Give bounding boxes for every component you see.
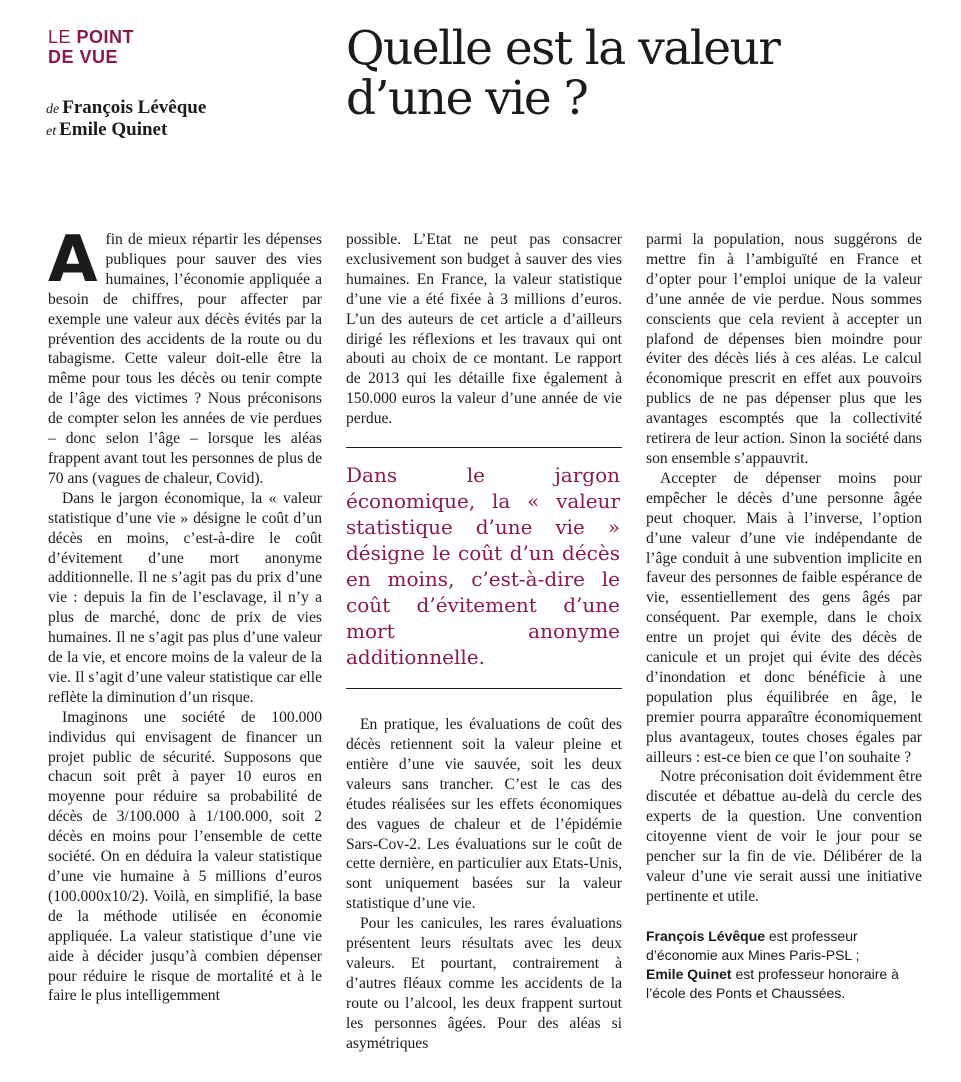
kicker-line-2: DE VUE [48,47,119,67]
paragraph: parmi la population, nous suggérons de mettre fin à l’ambiguïté en France et d’opter pour l’emploi unique de la valeur d’une année de vie perdue. Nous sommes conscients que cela revient à accepter un plafond de dépenses bien moindre pour éviter des décès liés à ces aléas. Le calcul économique prescrit en effet aux pouvoirs publics de ne pas dépenser plus que les avantages escomptés que la collectivité retirera de leur action. Sinon la société dans son ensemble s’appauvrit. [646,231,922,467]
author-1: François Lévêque [62,97,207,118]
headline: Quelle est la valeur d’une vie ? [346,21,780,126]
article-column-2 [346,230,622,1053]
paragraph: Dans le jargon économique, la « valeur statistique d’une vie » désigne le coût d’un décès en moins, c’est-à-dire le coût d’évitement d’une mort anonyme additionnelle. Il ne s’agit pas du prix d’une vie : depuis la fin de l’esclavage, il n’y a plus de marché, donc de prix de vies humaines. Il ne s’agit pas plus d’une valeur de la vie, et encore moins de la valeur de la vie. Il s’agit d’une valeur statistique car elle reflète la diminution d’un risque. [48,489,322,706]
pull-quote: Dans le jargon économique, la « valeur statistique d’une vie » désigne le coût d’un décès en moins, c’est-à-dire le coût d’évitement d’une mort anonyme additionnelle. [346,447,622,689]
paragraph: Notre préconisation doit évidemment être discutée et débattue au-delà du cercle des experts de la question. Une convention citoyenne vient de voir le jour pour se pencher sur la fin de vie. Délibérer de la valeur d’une vie serait aussi une initiative pertinente et utile. [646,768,922,905]
author-bio: François Lévêque est professeur d’économie aux Mines Paris-PSL ; Emile Quinet est professeur honoraire à l’école des Ponts et Chaussées. [646,927,899,1001]
drop-cap: A [48,223,98,297]
paragraph: possible. L’Etat ne peut pas consacrer exclusivement son budget à sauver des vies humaines. En France, la valeur statistique d’une vie a été fixée à 3 millions d’euros. L’un des auteurs de cet article a d’ailleurs dirigé les réflexions et les travaux qui ont abouti au choix de ce montant. Le rapport de 2013 qui les détaille fixe également à 150.000 euros la valeur d’une année de vie perdue. [346,231,622,428]
article-column-1 [48,223,322,1006]
paragraph: Afin de mieux répartir les dépenses publiques pour sauver des vies humaines, l’économie appliquée a besoin de chiffres, pour affecter par exemple une valeur aux décès évités par la prévention des accidents de la route ou du tabagisme. Cette valeur doit-elle être la même pour tous les décès ou tenir compte de l’âge des victimes ? Nous préconisons de compter selon les années de vie perdues – donc selon l’âge – lorsque les aléas frappent avant tout les personnes de plus de 70 ans (vagues de chaleur, Covid). [48,223,322,487]
author-2: Emile Quinet [59,119,168,140]
paragraph: Pour les canicules, les rares évaluations présentent leurs résultats avec les deux valeurs. Et pourtant, contrairement à d’autres fléaux comme les accidents de la route ou l’alcool, les deux frappent surtout les personnes âgées. Pour des aléas si asymétriques [346,915,622,1052]
kicker-line-1: LE POINT [48,27,135,47]
article-column-3 [646,230,922,1003]
paragraph: Imaginons une société de 100.000 individus qui envisagent de financer un projet public de sécurité. Supposons que chacun soit prêt à payer 10 euros en moyenne pour réduire sa probabilité de décès de 3/100.000 à 1/100.000, soit 2 décès en moins pour l’ensemble de cette société. On en déduira la valeur statistique d’une vie humaine à 5 millions d’euros (100.000x10/2). Voilà, en simplifié, la base de la méthode utilisée en économie appliquée. La valeur statistique d’une vie aide à décider jusqu’à combien dépenser pour réduire le risque de mortalité et à le faire le plus intelligemment [48,708,322,1005]
paragraph: Accepter de dépenser moins pour empêcher le décès d’une personne âgée peut choquer. Mais à l’inverse, l’option d’une valeur d’une vie indépendante de l’âge conduit à une subvention implicite en faveur des personnes de faible espérance de vie, essentiellement des gens âgés par conséquent. Par exemple, dans le choix entre un projet qui évite des décès de canicule et un projet qui évite des décès d’inondation et donc bénéficie à une population plus équilibrée en âge, le premier pourra apparaître économiquement plus avantageux, toutes choses égales par ailleurs : est-ce bien ce que l’on souhaite ? [646,469,922,766]
paragraph: En pratique, les évaluations de coût des décès retiennent soit la valeur pleine et entière d’une vie sauvée, soit les deux valeurs sans trancher. C’est le cas des études réalisées sur les effets économiques des vagues de chaleur et de l’épidémie Sars-Cov-2. Les évaluations sur le coût de cette dernière, en particulier aux Etats-Unis, sont uniquement basées sur la valeur statistique d’une vie. [346,716,622,913]
section-kicker [48,27,134,67]
byline: de François Lévêque et Emile Quinet [46,97,207,140]
